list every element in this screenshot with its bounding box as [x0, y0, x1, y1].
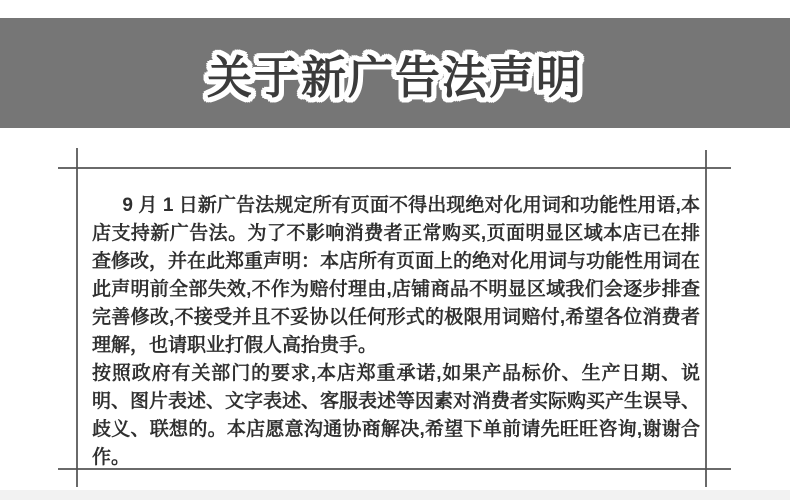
frame-left-line — [76, 148, 78, 487]
statement-paragraph-1: 9 月 1 日新广告法规定所有页面不得出现绝对化用词和功能性用语,本店支持新广告法。为了不影响消费者正常购买,页面明显区域本店已在排查修改，并在此郑重声明：本店所有页面上的绝对化用词与功能性用词在此声明前全部失效,不作为赔付理由,店铺商品不明显区域我们会逐步排查完善修改,不接受并且不妥协以任何形式的极限用词赔付,希望各位消费者理解，也请职业打假人高抬贵手。 — [92, 195, 701, 356]
frame-top-line — [58, 167, 731, 169]
footer-strip — [0, 490, 790, 500]
statement-paragraph-2: 按照政府有关部门的要求,本店郑重承诺,如果产品标价、生产日期、说明、图片表述、文字表述、客服表述等因素对消费者实际购买产生误导、歧义、联想的。本店愿意沟通协商解决,希望下单前请先旺旺咨询,谢谢合作。 — [92, 363, 701, 468]
header-band — [0, 18, 790, 128]
frame-right-line — [705, 150, 707, 487]
page-title: 关于新广告法声明 — [206, 51, 583, 103]
statement-text-block — [92, 192, 700, 472]
